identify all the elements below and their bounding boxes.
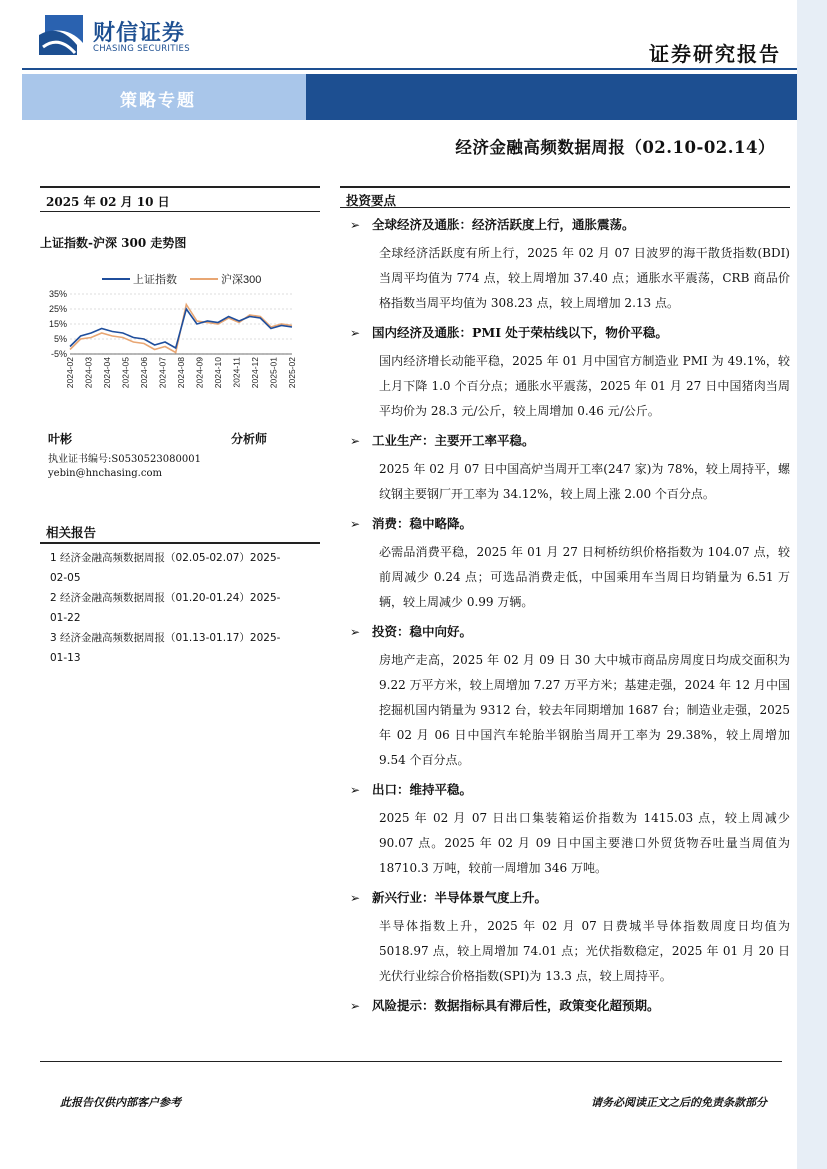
bullet-arrow-icon: ➢: [350, 783, 361, 797]
chart-legend-label: 沪深300: [221, 274, 262, 286]
highlight-section-title: ➢ 风险提示：数据指标具有滞后性，政策变化超预期。: [340, 995, 790, 1017]
chart-x-tick-label: 2024-08: [176, 357, 186, 389]
chart-y-tick-label: 15%: [48, 319, 67, 329]
highlight-section: [340, 322, 790, 424]
index-chart: [40, 266, 320, 401]
chart-x-tick-label: 2024-12: [250, 357, 260, 389]
highlight-section-title: ➢ 出口：维持平稳。: [340, 779, 790, 801]
chart-y-tick-label: 35%: [48, 289, 67, 299]
highlight-section-body: 国内经济增长动能平稳，2025 年 01 月中国官方制造业 PMI 为 49.1%，较上月下降 1.0 个百分点；通胀水平震荡，2025 年 01 月 27 日中国猪肉当周平均价为 28.3 元/公斤，较上周增加 0.46 元/公斤。: [379, 354, 790, 418]
chart-x-tick-label: 2024-03: [83, 357, 94, 389]
bullet-arrow-icon: ➢: [350, 326, 361, 340]
banner-dark-block: [306, 74, 797, 120]
chart-x-tick-label: 2024-02: [65, 357, 75, 389]
bullet-arrow-icon: ➢: [350, 218, 361, 232]
analyst-info: [48, 430, 313, 479]
header-divider: [22, 68, 797, 70]
highlight-section-body: 2025 年 02 月 07 日中国高炉当周开工率(247 家)为 78%，较上周持平，螺纹钢主要钢厂开工率为 34.12%，较上周上涨 2.00 个百分点。: [379, 462, 790, 501]
bullet-arrow-icon: ➢: [350, 517, 361, 531]
report-date: 2025 年 02 月 10 日: [40, 186, 320, 212]
highlight-section-body: 半导体指数上升，2025 年 02 月 07 日费城半导体指数周度日均值为 5018.97 点，较上周增加 74.01 点；光伏指数稳定，2025 年 01 月 20 日光伏行业综合价格指数(SPI)为 13.3 点，较上周持平。: [379, 919, 790, 983]
chart-x-tick-label: 2024-10: [213, 357, 223, 389]
highlight-section-title: ➢ 新兴行业：半导体景气度上升。: [340, 887, 790, 909]
highlight-section-title: ➢ 消费：稳中略降。: [340, 513, 790, 535]
related-reports-list: [50, 548, 312, 668]
report-type-label: 证券研究报告: [649, 42, 781, 66]
related-reports-title: 相关报告: [40, 520, 320, 544]
bullet-arrow-icon: ➢: [350, 891, 361, 905]
chart-y-tick-label: -5%: [50, 349, 67, 359]
highlight-section-body: 2025 年 02 月 07 日出口集装箱运价指数为 1415.03 点，较上周减少 90.07 点。2025 年 02 月 09 日中国主要港口外贸货物吞吐量当周值为 18710.3 万吨，较前一周增加 346 万吨。: [379, 811, 790, 875]
bullet-arrow-icon: ➢: [350, 999, 361, 1013]
chart-x-tick-label: 2024-04: [102, 357, 112, 389]
highlight-section-title: ➢ 投资：稳中向好。: [340, 621, 790, 643]
highlight-section-title: ➢ 工业生产：主要开工率平稳。: [340, 430, 790, 452]
chart-legend-label: 上证指数: [133, 274, 177, 286]
company-logo-icon: [37, 13, 85, 57]
highlight-section: [340, 995, 790, 1017]
footer-divider: [40, 1061, 782, 1062]
analyst-email[interactable]: yebin@hnchasing.com: [48, 468, 162, 479]
chart-x-tick-label: 2024-07: [157, 357, 168, 389]
footer-disclaimer-left: 此报告仅供内部客户参考: [60, 1096, 181, 1109]
highlight-section-title: ➢ 全球经济及通胀：经济活跃度上行，通胀震荡。: [340, 214, 790, 236]
chart-series-line: [70, 309, 292, 348]
related-report-item[interactable]: 3 经济金融高频数据周报（01.13-01.17）2025- 01-13: [50, 632, 281, 664]
highlight-section: [340, 430, 790, 507]
report-title: 经济金融高频数据周报（02.10-02.14）: [455, 138, 775, 157]
footer-disclaimer-right: 请务必阅读正文之后的免责条款部分: [591, 1096, 767, 1109]
highlight-section-body: 房地产走高，2025 年 02 月 09 日 30 大中城市商品房周度日均成交面积为 9.22 万平方米，较上周增加 7.27 万平方米；基建走强，2024 年 12 月中国挖掘机国内销量为 9312 台，较去年同期增加 1687 台；制造业走强，2025 年 02 月 06 日中国汽车轮胎半钢胎当周开工率为 29.38%，较上周增加 9.54 个百分点。: [379, 653, 790, 767]
bullet-arrow-icon: ➢: [350, 434, 361, 448]
highlight-section: [340, 621, 790, 773]
analyst-name: 叶彬: [48, 432, 73, 446]
highlight-section: [340, 214, 790, 316]
highlight-section: [340, 513, 790, 615]
logo-chinese-name: 财信证券: [93, 21, 186, 46]
highlight-section-body: 全球经济活跃度有所上行，2025 年 02 月 07 日波罗的海干散货指数(BDI)当周平均值为 774 点，较上周增加 37.40 点；通胀水平震荡，CRB 商品价格指数当周平均值为 308.23 点，较上周增加 2.13 点。: [379, 246, 790, 310]
chart-y-tick-label: 25%: [48, 304, 67, 314]
chart-x-tick-label: 2025-01: [268, 357, 279, 389]
left-sidebar: [40, 186, 320, 664]
index-chart-svg: [40, 266, 320, 401]
chart-y-tick-label: 5%: [53, 334, 67, 344]
page-side-stripe: [797, 0, 827, 1169]
highlight-section: [340, 779, 790, 881]
investment-highlights: [340, 186, 790, 1017]
highlights-sections: [340, 214, 790, 1017]
chart-x-tick-label: 2024-05: [120, 357, 131, 389]
chart-x-tick-label: 2025-02: [287, 357, 297, 389]
category-banner: [22, 74, 797, 120]
analyst-role: 分析师: [231, 432, 268, 446]
chart-label: 上证指数-沪深 300 走势图: [40, 236, 187, 250]
highlights-header: 投资要点: [340, 186, 790, 208]
related-report-item[interactable]: 1 经济金融高频数据周报（02.05-02.07）2025- 02-05: [50, 552, 281, 584]
highlight-section: [340, 887, 790, 989]
analyst-cert: 执业证书编号:S0530523080001: [48, 454, 201, 465]
chart-x-tick-label: 2024-11: [231, 357, 242, 388]
bullet-arrow-icon: ➢: [350, 625, 361, 639]
highlight-section-title: ➢ 国内经济及通胀：PMI 处于荣枯线以下，物价平稳。: [340, 322, 790, 344]
banner-label: 策略专题: [120, 91, 196, 111]
logo-english-name: CHASING SECURITIES: [93, 44, 190, 54]
highlight-section-body: 必需品消费平稳，2025 年 01 月 27 日柯桥纺织价格指数为 104.07 点，较前周减少 0.24 点；可选品消费走低，中国乘用车当周日均销量为 6.51 万辆，较上周减少 0.99 万辆。: [379, 545, 790, 609]
chart-x-tick-label: 2024-06: [139, 357, 149, 389]
related-report-item[interactable]: 2 经济金融高频数据周报（01.20-01.24）2025- 01-22: [50, 592, 281, 624]
chart-x-tick-label: 2024-09: [194, 357, 205, 389]
